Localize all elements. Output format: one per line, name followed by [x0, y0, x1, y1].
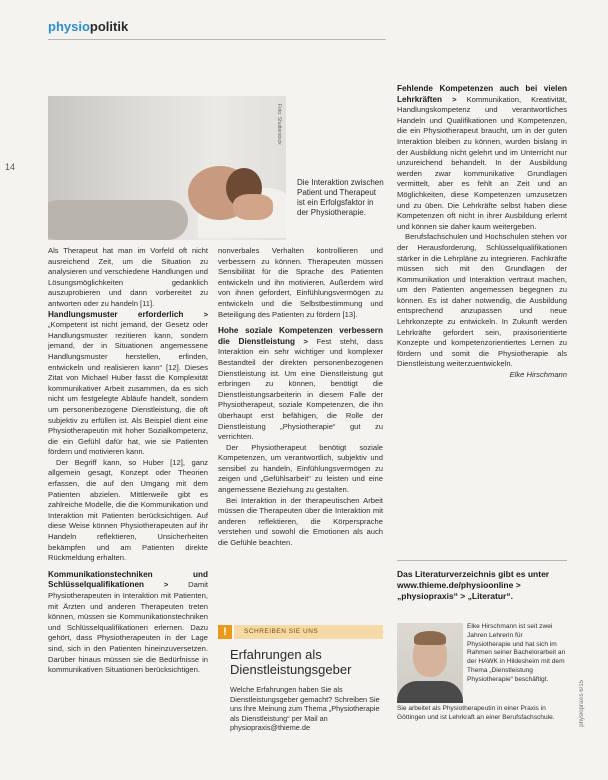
photo-credit: Foto: Shutterstock — [276, 104, 282, 145]
literature-divider — [397, 560, 567, 561]
literature-suffix: „physiopraxis“ > „Literatur“. — [397, 591, 513, 601]
col1-heading-1: Handlungsmuster erforderlich — [48, 309, 184, 319]
col1-paragraph-3: Damit Physiotherapeuten in Interaktion mit Patienten, mit Ärzten und anderen Therapeuten treten können, müssen sie Kommunikationstechniken und Schlüsselqualifikationen erlernen. Dazu gehört, dass Physiotherapeuten in der Lage sind, sich in den Patienten hineinzuversetzen. Darüber hinaus müssen sie die Bedürfnisse in kommunikativen Situationen berücksichtigen. — [48, 580, 208, 675]
col1-arrow-2: > — [144, 580, 169, 590]
author-photo — [397, 623, 463, 703]
write-us-label: SCHREIBEN SIE UNS — [234, 625, 383, 639]
author-bio: Elke Hirschmann ist seit zwei Jahren Lehrerin für Physiotherapie und hat sich im Rahmen seiner Bachelorarbeit an der HAWK in Hildesheim mit dem Thema „Dienstleistung Physiotherapie“ beschäftigt. — [467, 623, 566, 683]
column-1 — [48, 246, 208, 756]
col3-arrow-1: > — [442, 94, 457, 104]
col1-heading-2: Kommunikationstechniken und Schlüsselqualifikationen — [48, 569, 208, 590]
header-divider — [48, 39, 386, 40]
author-bio-continued: Sie arbeitet als Physiotherapeutin in einer Praxis in Göttingen und ist Lehrkraft an einer Berufsfachschule. — [397, 705, 555, 721]
col1-paragraph-1: „Kompetent ist nicht jemand, der Gesetz oder Handlungsmuster rezitieren kann, sondern jemand, der in Situationen angemessene Handlungsmuster herstellen, erfinden, entwickeln und realisieren kann“ [12]. Dieses Zitat von Michael Huber fasst die Komplexität kommunikativer Arbeit zusammen, da es sich nicht um festgelegte Abläufe handelt, sondern um personenbezogene Dienstleistung, die oft subjektiv zu erfüllen ist. Als Beispiel dient eine Physiotherapeutin mit hoher Sozialkompetenz, die ein Gefühl dafür hat, wie sie Patienten fördern und motivieren kann. — [48, 320, 208, 457]
column-2 — [218, 246, 383, 616]
issue-footer: physiopraxis 6/15 — [579, 680, 585, 727]
col2-paragraph-1: Fest steht, dass Interaktion ein sehr wichtiger und komplexer Bestandteil der direkten personenbezogenen Dienstleistung ist. Um eine Dienstleistung gut erbringen zu können, benötigt die Dienstleistungsarbeiterin in diesem Falle der Physiotherapeut, soziale Kompetenzen, die ihn überhaupt erst befähigen, die Rolle der Dienstleistung „Physiotherapie“ gut zu verrichten. — [218, 336, 383, 442]
photo-therapist-hand — [233, 194, 273, 220]
author-photo-hair — [414, 631, 446, 645]
section-header — [48, 19, 128, 35]
section-header-normal: politik — [89, 19, 129, 34]
col1-arrow-1: > — [183, 309, 208, 319]
col3-heading-1: Fehlende Kompetenzen auch bei vielen Lehrkräften — [397, 84, 567, 104]
photo-patient-body — [48, 200, 188, 240]
article-author: Elke Hirschmann — [509, 370, 567, 380]
col3-paragraph-2: Berufsfachschulen und Hochschulen stehen vor der Herausforderung, Schlüsselqualifikationen stärker in die Lehrpläne zu integrieren. Fachkräfte müssen sich mit den Grundlagen der Kommunikation und Interaktion vertraut machen, um den Patienten angemessen begegnen zu können. Es ist daher notwendig, die Ausbildung entsprechend anzupassen und neue Lehrkonzepte zu entwickeln. In Zukunft werden Lehrkräfte gefordert sein, praxisorientierte Konzepte und kompetenzorientiertes Lernen zu fördern und somit die Physiotherapie als Dienstleistung weiterzuentwickeln. — [397, 232, 567, 369]
section-header-bold: physio — [48, 19, 90, 34]
author-photo-shirt — [397, 681, 463, 703]
literature-prefix: Das Literaturverzeichnis gibt es unter — [397, 569, 550, 579]
photo-caption: Die Interaktion zwischen Patient und Therapeut ist ein Erfolgsfaktor in der Physiotherapie. — [297, 178, 384, 217]
literature-url[interactable]: www.thieme.de/physioonline — [397, 580, 514, 590]
article-photo — [48, 96, 286, 240]
col2-paragraph-0: nonverbales Verhalten kontrollieren und verbessern zu können. Therapeuten müssen Sensibilität für die Sprache des Patienten entwickeln und ihn motivieren. Außerdem wird von ihnen gefordert, Einfühlungsvermögen zu entwickeln und die Selbstbestimmung und Beteiligung des Patienten zu fördern [13]. — [218, 246, 383, 319]
col2-paragraph-2: Der Physiotherapeut benötigt soziale Kompetenzen, um verantwortlich, subjektiv und sensibel zu handeln, Einfühlungsvermögen zu zeigen und „Gefühlsarbeit“ zu leisten und eine angemessene Beziehung zu gestalten. — [218, 442, 383, 495]
col1-paragraph-2: Der Begriff kann, so Huber [12], ganz allgemein gesagt, Konzept oder Theorien erfassen, die auf den Umgang mit dem Patienten abzielen. Mittlerweile gibt es zahlreiche Modelle, die die Kommunikation und Interaktion mit Patienten berücksichtigen. Auf diese Weise können Physiotherapeuten auf ihr Handeln reflektieren, Unsicherheiten bekämpfen und am Patienten direkte Rückmeldung erhalten. — [48, 457, 208, 563]
exclamation-icon: ! — [218, 625, 232, 639]
page-number: 14 — [5, 162, 16, 172]
write-us-body: Welche Erfahrungen haben Sie als Dienstleistungsgeber gemacht? Schreiben Sie uns Ihre Meinung zum Thema „Physiotherapie als Dienstleistung“ per Mail an physiopraxis@thieme.de — [230, 685, 380, 733]
col2-paragraph-3: Bei Interaktion in der therapeutischen Arbeit müssen die Therapeuten über die Interaktion mit anderen reflektieren, die Körpersprache verstehen und sowohl die Emotionen als auch die Gefühle beachten. — [218, 495, 383, 548]
write-us-box — [218, 625, 383, 753]
col1-intro: Als Therapeut hat man im Vorfeld oft nicht ausreichend Zeit, um die Situation zu analysieren und verschiedene Handlungen und Lösungsmöglichkeiten gedanklich auszuprobieren und dann vorbereitet zu antworten oder zu handeln [11]. — [48, 246, 208, 308]
col3-paragraph-1: Kommunikation, Kreativität, Handlungskompetenz und verantwortliches Handeln und Qualifikationen und Kompetenzen, die ein Physiotherapeut braucht, um in der guten Interaktion bleiben zu können, wurden bislang in der Ausbildung nicht gelehrt und im Unterricht nur unzureichend behandelt. In der Ausbildung werden zwar kommunikative Grundlagen vermittelt, aber es fehlt an Zeit und an Möglichkeiten, diese Kompetenzen umzusetzen und zu üben. Die Lehrkräfte selbst haben diese Kompetenzen oft nicht in ihrer Ausbildung erlernt und können sie daher kaum weitergeben. — [397, 94, 567, 231]
literature-note: Das Literaturverzeichnis gibt es unter www.thieme.de/physioonline > „physiopraxis“ > „Literatur“. — [397, 560, 567, 602]
col2-heading-1: Hohe soziale Kompetenzen verbessern die Dienstleistung — [218, 326, 383, 346]
write-us-title: Erfahrungen als Dienstleistungsgeber — [230, 647, 352, 677]
col2-arrow-1: > — [294, 336, 308, 346]
column-3 — [397, 84, 567, 554]
